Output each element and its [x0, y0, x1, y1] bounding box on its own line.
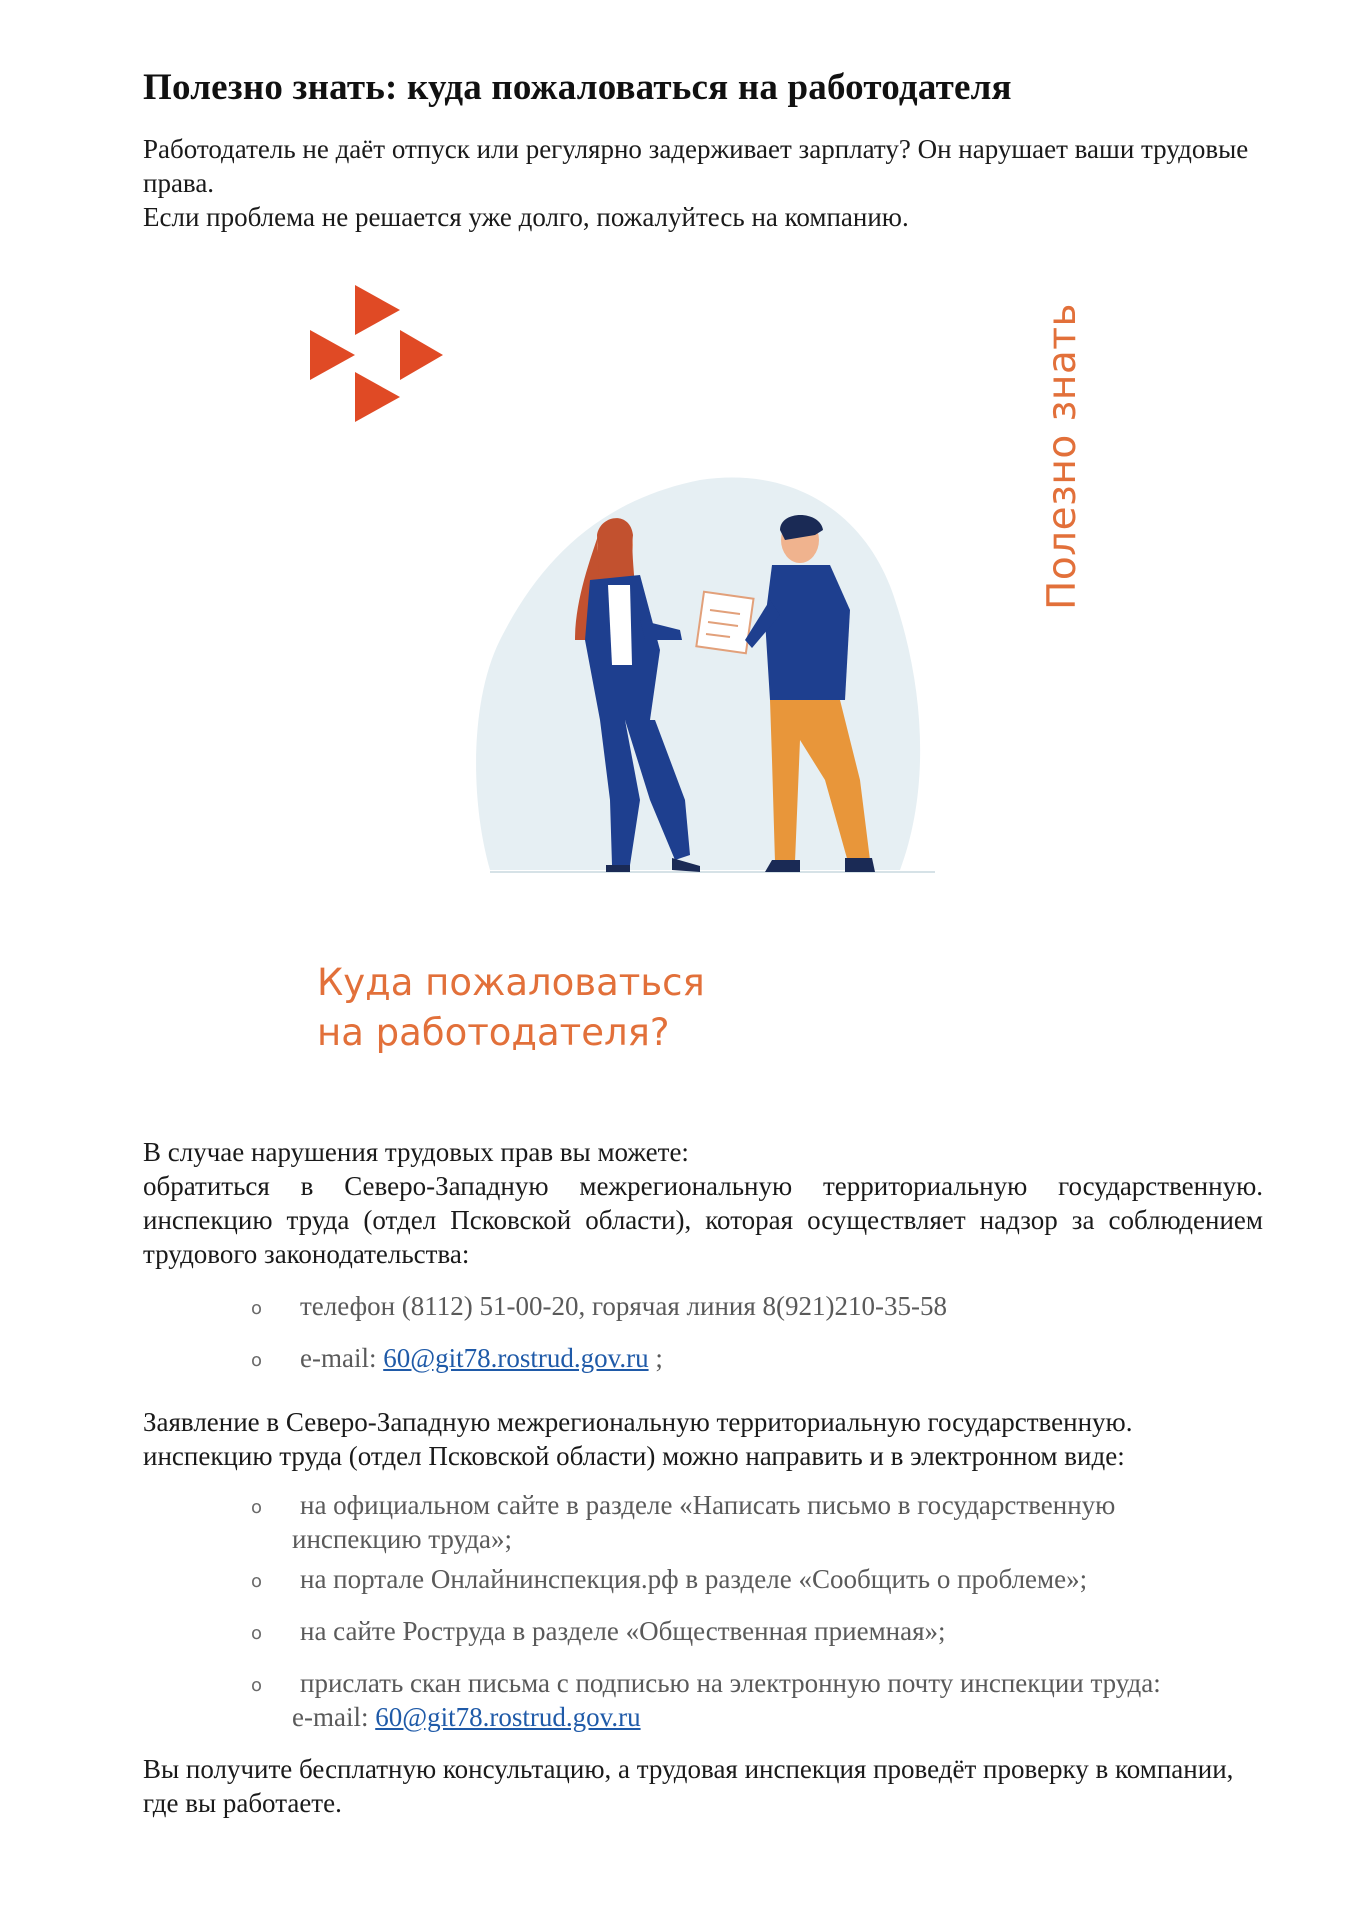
list-item-text: на портале Онлайнинспекция.рф в разделе «Сообщить о проблеме»; [300, 1564, 1088, 1594]
bullet-icon: o [251, 1623, 263, 1644]
man-figure [745, 515, 875, 872]
background-blob-shape [476, 478, 920, 870]
bullet-icon: o [251, 1298, 263, 1319]
email-prefix: e-mail: [292, 1702, 376, 1732]
list-item-line: прислать скан письма с подписью на электронную почту инспекции труда: [300, 1668, 1161, 1698]
email-link[interactable]: 60@git78.rostrud.gov.ru [383, 1343, 649, 1373]
email-line [292, 1700, 1300, 1734]
list-item-text [292, 1488, 1300, 1556]
section1-heading: В случае нарушения трудовых прав вы можете: [143, 1137, 689, 1167]
intro-line: Работодатель не даёт отпуск или регулярно задерживает зарплату? Он нарушает ваши трудовые права. [143, 134, 1249, 198]
list-item-text [292, 1666, 1300, 1734]
list-item-line: на официальном сайте в разделе «Написать письмо в государственную [300, 1490, 1116, 1520]
email-link[interactable]: 60@git78.rostrud.gov.ru [375, 1702, 641, 1732]
section1-paragraph: обратиться в Северо-Западную межрегиональную территориальную государственную. инспекцию труда (отдел Псковской области), которая осуществляет надзор за соблюдением трудового законодательства: [143, 1171, 1263, 1269]
logo-icon [310, 285, 443, 422]
bullet-icon: o [251, 1675, 263, 1696]
side-label: Полезно знать [1040, 303, 1085, 610]
caption-line: Куда пожаловаться [317, 961, 705, 1004]
page-title: Полезно знать: куда пожаловаться на работодателя [143, 67, 1012, 108]
illustration-caption [317, 958, 705, 1058]
list-item-text: телефон (8112) 51-00-20, горячая линия 8(921)210-35-58 [300, 1291, 947, 1321]
bullet-icon: o [251, 1350, 263, 1371]
list-item-text: на сайте Роструда в разделе «Общественная приемная»; [300, 1616, 946, 1646]
intro-line: Если проблема не решается уже долго, пожалуйтесь на компанию. [143, 202, 909, 232]
caption-line: на работодателя? [317, 1011, 670, 1054]
intro-paragraph [143, 132, 1263, 234]
clipboard-document-icon [696, 592, 753, 653]
list-item-text [300, 1341, 1300, 1375]
email-prefix: e-mail: [300, 1343, 384, 1373]
closing-paragraph: Вы получите бесплатную консультацию, а трудовая инспекция проведёт проверку в компании, где вы работаете. [143, 1754, 1234, 1818]
bullet-icon: o [251, 1497, 263, 1518]
section2-paragraph: Заявление в Северо-Западную межрегиональную территориальную государственную. инспекцию труда (отдел Псковской области) можно направить и в электронном виде: [143, 1407, 1133, 1471]
email-suffix: ; [648, 1343, 663, 1373]
bullet-icon: o [251, 1571, 263, 1592]
list-item-line: инспекцию труда»; [292, 1524, 513, 1554]
woman-figure [575, 518, 700, 872]
